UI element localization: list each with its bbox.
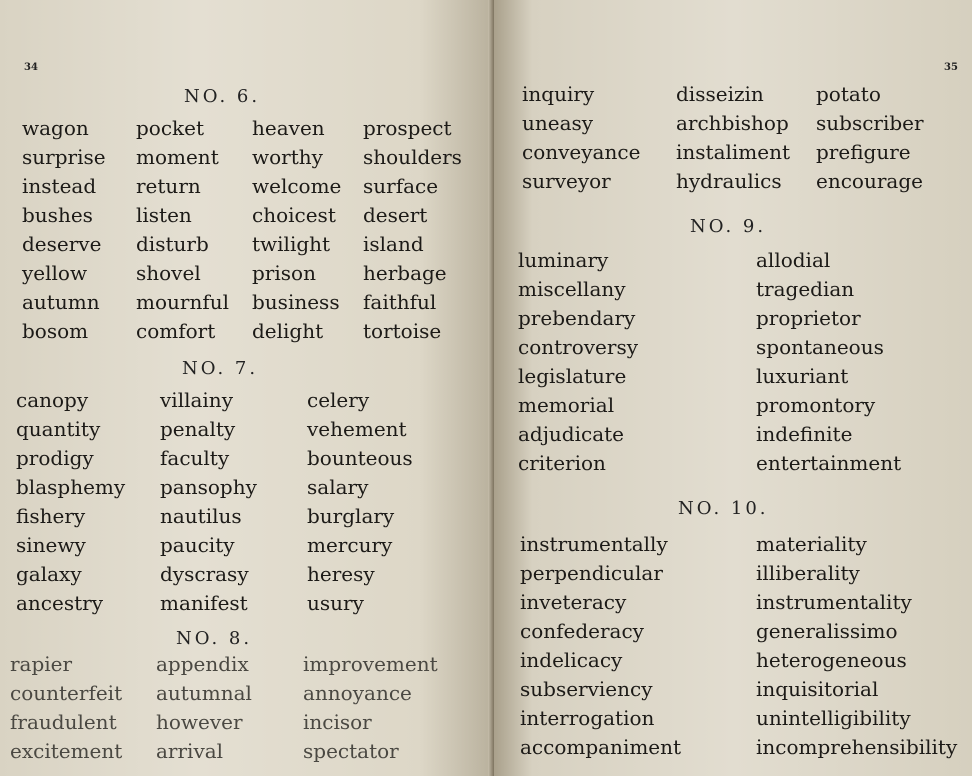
word-entry: business [252,290,340,314]
word-entry: improvement [303,652,438,676]
word-entry: canopy [16,388,89,412]
word-entry: annoyance [303,681,412,705]
word-entry: tragedian [756,277,855,301]
word-entry: spontaneous [756,335,884,359]
word-entry: accompaniment [520,735,682,759]
word-entry: materiality [756,532,867,556]
section-heading-no-8: NO. 8. [176,628,253,649]
word-entry: interrogation [520,706,655,730]
word-entry: autumn [22,290,100,314]
word-entry: indelicacy [520,648,623,672]
word-entry: villainy [160,388,233,412]
word-entry: ancestry [16,591,104,615]
word-entry: indefinite [756,422,853,446]
word-entry: fraudulent [10,710,117,734]
word-entry: usury [307,591,364,615]
word-entry: heterogeneous [756,648,907,672]
word-entry: incomprehensibility [756,735,958,759]
word-entry: legislature [518,364,627,388]
section-heading-no-6: NO. 6. [184,86,261,107]
word-entry: counterfeit [10,681,123,705]
word-entry: shoulders [363,145,462,169]
word-entry: disseizin [676,82,764,106]
word-entry: worthy [252,145,323,169]
section-heading-no-9: NO. 9. [690,216,767,237]
section-heading-no-7: NO. 7. [182,358,259,379]
word-entry: entertainment [756,451,902,475]
word-entry: fishery [16,504,86,528]
word-entry: delight [252,319,324,343]
word-list-no-8 [10,650,478,766]
word-entry: welcome [252,174,342,198]
word-entry: incisor [303,710,372,734]
word-entry: bosom [22,319,89,343]
word-entry: moment [136,145,219,169]
word-entry: faculty [160,446,230,470]
word-entry: surveyor [522,169,611,193]
word-entry: listen [136,203,192,227]
word-entry: illiberality [756,561,860,585]
word-entry: inquisitorial [756,677,879,701]
word-entry: conveyance [522,140,641,164]
word-entry: inveteracy [520,590,627,614]
word-entry: miscellany [518,277,626,301]
word-entry: celery [307,388,370,412]
word-entry: mournful [136,290,230,314]
word-entry: nautilus [160,504,242,528]
word-entry: generalissimo [756,619,898,643]
word-entry: mercury [307,533,393,557]
word-entry: subserviency [520,677,653,701]
word-entry: memorial [518,393,615,417]
word-entry: paucity [160,533,235,557]
word-entry: island [363,232,424,256]
word-entry: surprise [22,145,106,169]
word-entry: pansophy [160,475,257,499]
word-entry: instrumentally [520,532,668,556]
word-entry: adjudicate [518,422,625,446]
word-entry: instrumentality [756,590,912,614]
word-entry: deserve [22,232,102,256]
word-entry: arrival [156,739,224,763]
right-page [494,0,972,776]
word-entry: blasphemy [16,475,126,499]
word-entry: choicest [252,203,336,227]
word-entry: faithful [363,290,437,314]
word-entry: archbishop [676,111,789,135]
word-entry: quantity [16,417,101,441]
word-entry: return [136,174,201,198]
word-entry: promontory [756,393,876,417]
word-entry: prospect [363,116,452,140]
word-entry: proprietor [756,306,861,330]
word-entry: instead [22,174,97,198]
word-list-continued [522,80,972,196]
word-entry: hydraulics [676,169,782,193]
word-entry: luxuriant [756,364,849,388]
word-entry: desert [363,203,428,227]
word-list-no-7 [16,386,467,618]
word-list-no-9 [518,246,956,478]
section-heading-no-10: NO. 10. [678,498,769,519]
word-entry: unintelligibility [756,706,911,730]
word-list-no-10 [520,530,968,762]
word-entry: appendix [156,652,249,676]
word-entry: prebendary [518,306,636,330]
page-number: 35 [944,62,958,73]
word-entry: bounteous [307,446,413,470]
word-entry: sinewy [16,533,86,557]
word-entry: pocket [136,116,205,140]
page-number: 34 [24,62,38,73]
word-entry: wagon [22,116,89,140]
word-entry: luminary [518,248,609,272]
word-entry: shovel [136,261,201,285]
word-entry: bushes [22,203,93,227]
word-entry: heresy [307,562,375,586]
word-entry: rapier [10,652,73,676]
word-entry: manifest [160,591,248,615]
word-entry: herbage [363,261,447,285]
word-entry: prefigure [816,140,911,164]
word-entry: encourage [816,169,923,193]
word-entry: vehement [307,417,407,441]
word-entry: prodigy [16,446,94,470]
word-entry: surface [363,174,439,198]
word-entry: penalty [160,417,236,441]
word-list-no-6 [22,114,493,346]
word-entry: comfort [136,319,216,343]
word-entry: inquiry [522,82,595,106]
word-entry: potato [816,82,881,106]
word-entry: tortoise [363,319,442,343]
word-entry: disturb [136,232,209,256]
word-entry: instaliment [676,140,791,164]
word-entry: confederacy [520,619,644,643]
word-entry: galaxy [16,562,82,586]
word-entry: controversy [518,335,639,359]
word-entry: allodial [756,248,831,272]
word-entry: yellow [22,261,88,285]
word-entry: perpendicular [520,561,663,585]
word-entry: spectator [303,739,399,763]
word-entry: subscriber [816,111,924,135]
word-entry: dyscrasy [160,562,249,586]
word-entry: heaven [252,116,325,140]
word-entry: burglary [307,504,395,528]
word-entry: excitement [10,739,123,763]
word-entry: autumnal [156,681,252,705]
word-entry: however [156,710,243,734]
word-entry: uneasy [522,111,594,135]
word-entry: criterion [518,451,606,475]
word-entry: salary [307,475,369,499]
word-entry: prison [252,261,316,285]
word-entry: twilight [252,232,331,256]
